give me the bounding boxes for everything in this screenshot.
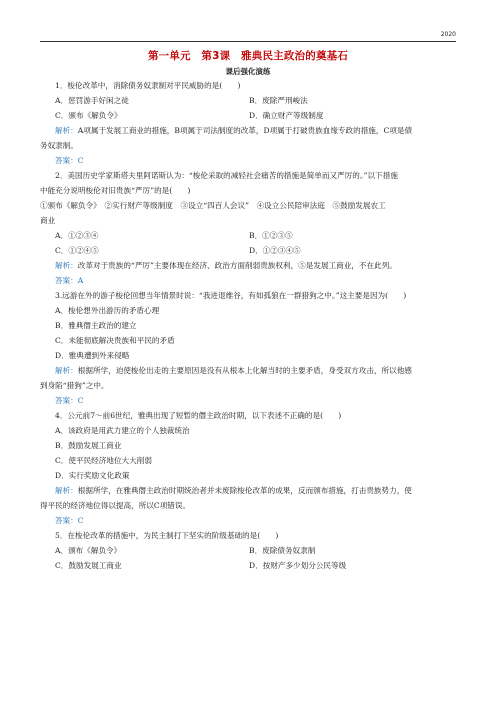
question-stem-line: 中能充分说明梭伦对旧贵族“严厉”的是( ) [40,185,191,195]
answer-option: C．使平民经济地位大大削弱 [55,455,152,465]
explanation-line [40,485,456,496]
option-row [40,560,456,571]
answer-value: C [77,395,84,405]
answer-option: D．①②③④⑤ [249,245,301,255]
question-block [40,80,456,166]
question-stem-line: 3.远游在外的游子梭伦回想当年情景时说：“我进退维谷，有如孤狼在一群猎狗之中。”这主要是因为( ) [55,290,407,300]
answer-line [40,395,456,406]
explanation-line [40,365,456,376]
explanation-label: 解析： [55,260,78,270]
explanation-text: 根据所学，迫使梭伦出走的主要原因是没有从根本上化解当时的主要矛盾，身受双方攻击，所以他感 [77,365,412,375]
answer-option: D．确立财产等级制度 [249,110,324,120]
explanation-line: 得平民的经济地位得以提高，所以C项错误。 [40,500,191,510]
answer-option: A．①②③④ [55,230,99,240]
option-row [40,230,456,241]
answer-option: C．未能彻底解决贵族和平民的矛盾 [55,335,175,345]
question-block [40,170,456,286]
answer-option: A．该政府是用武力建立的个人独裁统治 [55,425,190,435]
explanation-line: 到身陷“猎狗”之中。 [40,380,109,390]
explanation-label: 解析： [55,485,78,495]
answer-option: B．①②③⑤ [249,230,293,240]
question-block [40,290,456,406]
answer-option: C．①②④⑤ [55,245,99,255]
explanation-text: 根据所学，在雅典僭主政治时期统治者并未废除梭伦改革的成果，反而颁布措施，打击贵族势力，使 [77,485,412,495]
explanation-label: 解析： [55,365,78,375]
answer-option: D．雅典遭到外来侵略 [55,350,130,360]
question-stem-line: 商业 [40,215,56,225]
explanation-line: 务奴隶制。 [40,140,78,150]
answer-option: B．废除债务奴隶制 [249,545,316,555]
option-row [40,545,456,556]
question-stem-line: 5．在梭伦改革的措施中，为民主制打下坚实的阶级基础的是( ) [55,530,279,540]
explanation-label: 解析： [55,125,78,135]
answer-label: 答案： [55,515,78,525]
question-stem-line: 2．美国历史学家斯塔夫里阿诺斯认为：“梭伦采取的减轻社会痛苦的措施是简单而又严厉的。”以下措施 [55,170,398,180]
answer-line [40,515,456,526]
question-stem-line: 1．梭伦改革中，消除债务奴隶制对平民威胁的是( ) [55,81,241,90]
answer-line [40,155,456,166]
answer-label: 答案： [55,275,78,285]
question-block [40,410,456,526]
answer-option: B．雅典僭主政治的建立 [55,320,137,330]
explanation-text: 改革对于贵族的“严厉”主要体现在经济、政治方面削弱贵族权利，⑤是发展工商业，不在此列。 [77,260,397,270]
answer-value: A [77,275,84,285]
option-row [40,245,456,256]
explanation-line [40,260,456,271]
option-row [40,110,456,121]
header-divider [40,41,456,42]
answer-option: A．颁布《解负令》 [55,545,122,555]
answer-option: B．鼓励发展工商业 [55,440,122,450]
answer-label: 答案： [55,395,78,405]
answer-option: B．废除严刑峻法 [249,95,308,105]
answer-value: C [77,515,84,525]
page-title: 第一单元 第3课 雅典民主政治的奠基石 [147,50,349,62]
answer-option: D．实行奖励文化政策 [55,470,130,480]
answer-value: C [77,155,84,165]
header-year: 2020 [440,31,456,38]
explanation-line [40,125,456,136]
answer-option: D．按财产多少划分公民等级 [249,560,347,570]
question-block [40,530,456,571]
answer-option: A．梭伦想外出游历的矛盾心理 [55,305,160,315]
explanation-text: A项属于发展工商业的措施，B项属于司法制度的改革，D项属于打破贵族血缘专政的措施，C项是债 [77,125,413,135]
question-list [40,80,456,574]
question-stem-line: 4．公元前7～前6世纪，雅典出现了短暂的僭主政治时期，以下表述不正确的是( ) [55,410,342,420]
question-stem-line: ①颁布《解负令》 ②实行财产等级制度 ③设立“四百人会议” ④设立公民陪审法庭 ⑤鼓励发展农工 [40,200,386,210]
option-row [40,95,456,106]
answer-option: C．鼓励发展工商业 [55,560,122,570]
answer-option: A．惩罚游手好闲之徒 [55,95,129,105]
answer-line [40,275,456,286]
answer-option: C．颁布《解负令》 [55,110,122,120]
section-subtitle: 课后强化演练 [225,67,271,76]
answer-label: 答案： [55,155,78,165]
